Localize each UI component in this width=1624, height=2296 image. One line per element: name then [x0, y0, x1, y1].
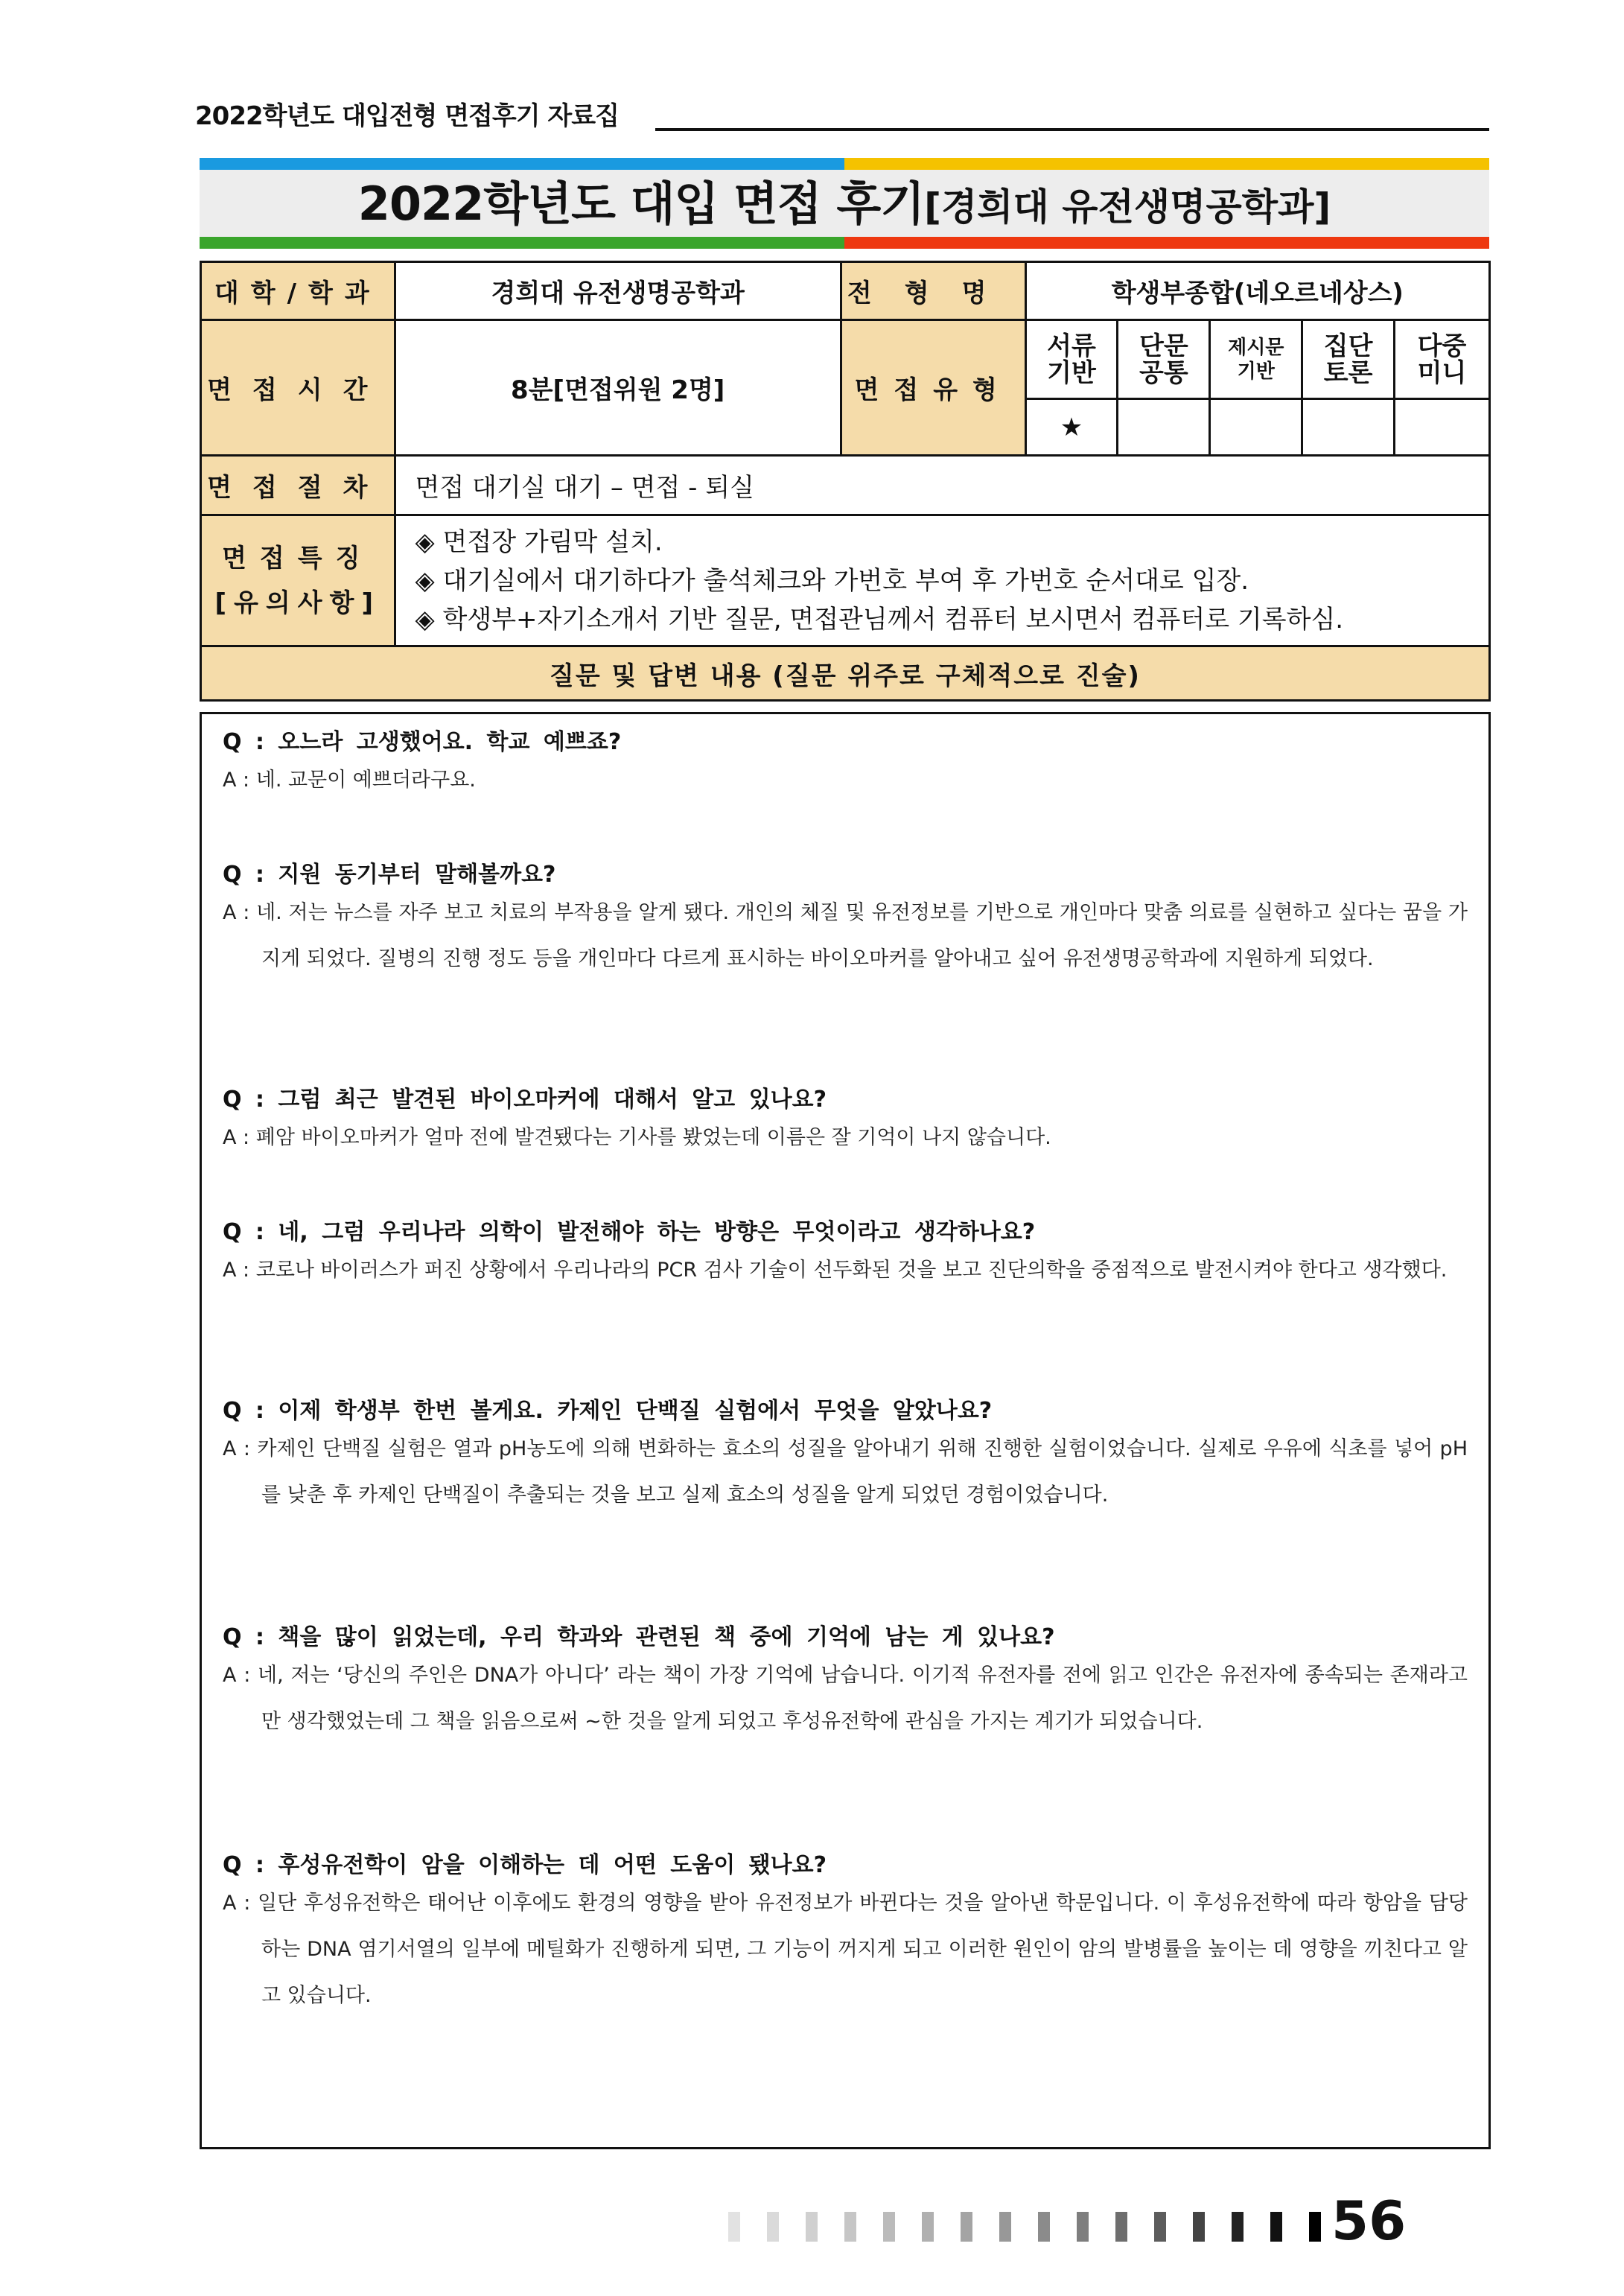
page-bar	[806, 2212, 818, 2242]
type-empty-cell	[1395, 399, 1490, 456]
question: Q : 오느라 고생했어요. 학교 예쁘죠?	[223, 729, 622, 755]
star-mark: ★	[1025, 399, 1118, 456]
qa-item	[223, 1851, 1468, 2019]
page-bar	[999, 2212, 1011, 2242]
features-label-2: [유의사항]	[214, 588, 380, 618]
page-bar	[883, 2212, 895, 2242]
feature-item: ◈ 학생부+자기소개서 기반 질문, 면접관님께서 컴퓨터 보시면서 컴퓨터로 기록하심.	[415, 604, 1344, 635]
title-band-yellow	[844, 158, 1489, 170]
page-bar	[922, 2212, 934, 2242]
answer: A : 일단 후성유전학은 태어난 이후에도 환경의 영향을 받아 유전정보가 바뀐다는 것을 알아낸 학문입니다. 이 후성유전학에 따라 항암을 담당하는 DNA 염기서열의 일부에 메틸화가 진행하게 되면, 그 기능이 꺼지게 되고 이러한 원인이 암의 발병률을 높이는 데 영향을 끼친다고 알고 있습니다.	[223, 1892, 1468, 2007]
info-table	[200, 261, 1491, 702]
title-band-red	[844, 237, 1489, 249]
page-title	[200, 170, 1489, 237]
answer: A : 코로나 바이러스가 퍼진 상황에서 우리나라의 PCR 검사 기술이 선두화된 것을 보고 진단의학을 중점적으로 발전시켜야 한다고 생각했다.	[223, 1259, 1448, 1282]
page-bar	[1115, 2212, 1127, 2242]
page-bar	[961, 2212, 972, 2242]
procedure-label: 면접절차	[201, 456, 395, 515]
type-empty-cell	[1302, 399, 1395, 456]
page-gradient-bars	[728, 2212, 1348, 2242]
page-bar	[1038, 2212, 1050, 2242]
type-empty-cell	[1118, 399, 1210, 456]
page-bar	[1193, 2212, 1205, 2242]
univ-value: 경희대 유전생명공학과	[395, 262, 841, 320]
title-sub: [경희대 유전생명공학과]	[924, 185, 1331, 229]
question: Q : 네, 그럼 우리나라 의학이 발전해야 하는 방향은 무엇이라고 생각하나요?	[223, 1219, 1036, 1245]
page-bar	[1309, 2212, 1321, 2242]
track-label: 전형명	[841, 262, 1025, 320]
type-short-common-label: 단문 공통	[1139, 331, 1188, 388]
page-bar	[728, 2212, 740, 2242]
page-number: 56	[1331, 2190, 1407, 2252]
qa-item	[223, 860, 1468, 982]
title-band-blue	[200, 158, 844, 170]
answer: A : 카제인 단백질 실험은 열과 pH농도에 의해 변화하는 효소의 성질을 알아내기 위해 진행한 실험이었습니다. 실제로 우유에 식초를 넣어 pH를 낮춘 후 카제인 단백질이 추출되는 것을 보고 실제 효소의 성질을 알게 되었던 경험이었습니다.	[223, 1437, 1468, 1507]
qa-item	[223, 728, 1468, 804]
type-mmi	[1395, 320, 1490, 399]
qa-item	[223, 1623, 1468, 1745]
features-label	[201, 515, 395, 646]
qa-section-header: 질문 및 답변 내용 (질문 위주로 구체적으로 진술)	[201, 646, 1490, 701]
page-bar	[767, 2212, 779, 2242]
question: Q : 후성유전학이 암을 이해하는 데 어떤 도움이 됐나요?	[223, 1852, 827, 1878]
page-bar	[1232, 2212, 1244, 2242]
answer: A : 폐암 바이오마커가 얼마 전에 발견됐다는 기사를 봤었는데 이름은 잘 기억이 나지 않습니다.	[223, 1126, 1051, 1149]
features-list	[395, 515, 1489, 646]
answer: A : 네, 저는 ‘당신의 주인은 DNA가 아니다’ 라는 책이 가장 기억에 남습니다. 이기적 유전자를 전에 읽고 인간은 유전자에 종속되는 존재라고만 생각했었는데 그 책을 읽음으로써 ~한 것을 알게 되었고 후성유전학에 관심을 가지는 계기가 되었습니다.	[223, 1664, 1468, 1733]
time-value: 8분[면접위원 2명]	[395, 320, 841, 456]
procedure-value: 면접 대기실 대기 – 면접 - 퇴실	[395, 456, 1489, 515]
question: Q : 지원 동기부터 말해볼까요?	[223, 862, 556, 888]
type-passage	[1210, 320, 1302, 399]
type-empty-cell	[1210, 399, 1302, 456]
type-document	[1025, 320, 1118, 399]
qa-item	[223, 1396, 1468, 1519]
feature-item: ◈ 면접장 가림막 설치.	[415, 527, 663, 557]
page-bar	[1154, 2212, 1166, 2242]
time-label: 면접시간	[201, 320, 395, 456]
type-label: 면접유형	[841, 320, 1025, 456]
qa-item	[223, 1085, 1468, 1161]
qa-box	[200, 712, 1491, 2149]
title-main: 2022학년도 대입 면접 후기	[357, 177, 925, 231]
question: Q : 책을 많이 읽었는데, 우리 학과와 관련된 책 중에 기억에 남는 게 있나요?	[223, 1624, 1055, 1650]
question: Q : 그럼 최근 발견된 바이오마커에 대해서 알고 있나요?	[223, 1087, 827, 1113]
answer: A : 네. 교문이 예쁘더라구요.	[223, 769, 476, 792]
page-bar	[1270, 2212, 1282, 2242]
question: Q : 이제 학생부 한번 볼게요. 카제인 단백질 실험에서 무엇을 알았나요?	[223, 1398, 993, 1424]
page-bar	[844, 2212, 856, 2242]
title-band-green	[200, 237, 844, 249]
running-header: 2022학년도 대입전형 면접후기 자료집	[195, 101, 619, 131]
feature-item: ◈ 대기실에서 대기하다가 출석체크와 가번호 부여 후 가번호 순서대로 입장.	[415, 565, 1249, 596]
type-document-label: 서류 기반	[1047, 331, 1096, 388]
answer: A : 네. 저는 뉴스를 자주 보고 치료의 부작용을 알게 됐다. 개인의 체질 및 유전정보를 기반으로 개인마다 맞춤 의료를 실현하고 싶다는 꿈을 가지게 되었다. 질병의 진행 정도 등을 개인마다 다르게 표시하는 바이오마커를 알아내고 싶어 유전생명공학과에 지원하게 되었다.	[223, 901, 1468, 970]
type-group	[1302, 320, 1395, 399]
type-mmi-label: 다중 미니	[1417, 331, 1467, 388]
type-passage-label: 제시문 기반	[1228, 336, 1284, 383]
page-bar	[1077, 2212, 1089, 2242]
features-label-1: 면접특징	[222, 543, 374, 573]
track-value: 학생부종합(네오르네상스)	[1025, 262, 1489, 320]
qa-item	[223, 1218, 1468, 1294]
type-short-common	[1118, 320, 1210, 399]
type-group-label: 집단 토론	[1323, 331, 1373, 388]
univ-label: 대학/학과	[201, 262, 395, 320]
header-rule	[655, 128, 1489, 131]
